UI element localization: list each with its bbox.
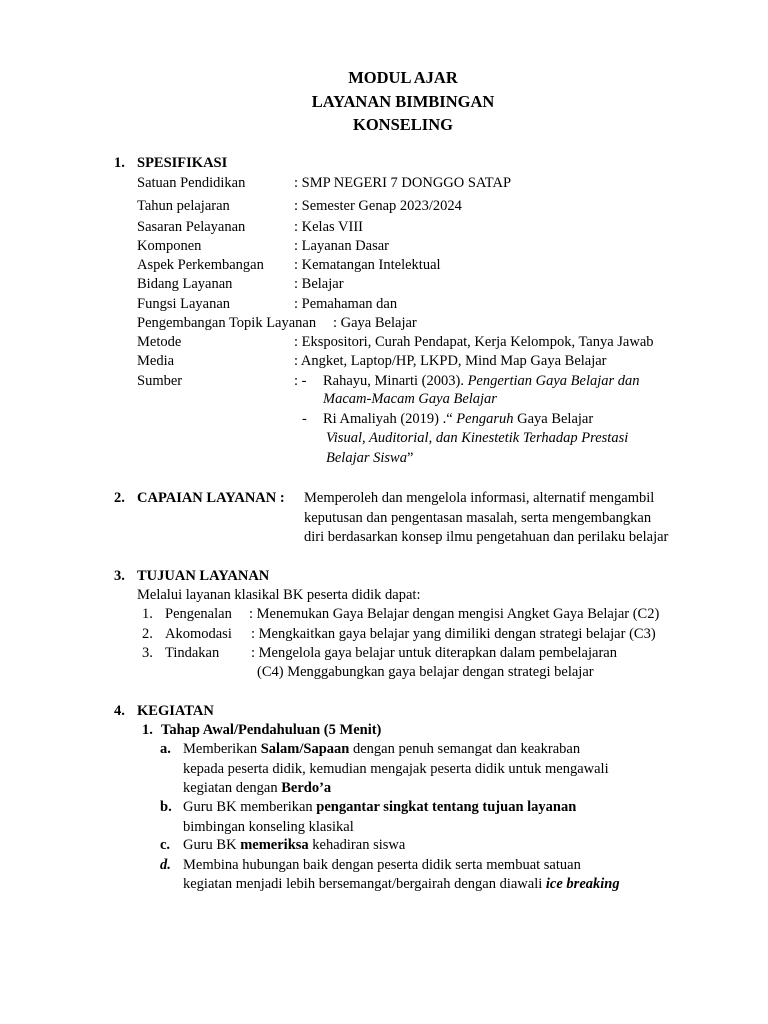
- spec-label: Pengembangan Topik Layanan: [137, 315, 317, 331]
- list-marker: a.: [160, 741, 171, 757]
- section-heading: KEGIATAN: [137, 703, 214, 719]
- tujuan-text-cont: (C4) Menggabungkan gaya belajar dengan strategi belajar: [257, 664, 594, 680]
- spec-label: Media: [137, 353, 175, 369]
- capaian-text: keputusan dan pengentasan masalah, serta mengembangkan: [304, 510, 652, 526]
- tujuan-text: : Menemukan Gaya Belajar dengan mengisi Angket Gaya Belajar (C2): [249, 606, 660, 622]
- source-2-cont: Visual, Auditorial, dan Kinestetik Terhadap Prestasi: [326, 430, 629, 446]
- source-2-end: Belajar Siswa”: [326, 450, 414, 466]
- source-1: Rahayu, Minarti (2003). Pengertian Gaya Belajar dan: [323, 373, 640, 389]
- tujuan-text: : Mengkaitkan gaya belajar yang dimiliki dengan strategi belajar (C3): [251, 626, 656, 642]
- spec-value: : Angket, Laptop/HP, LKPD, Mind Map Gaya Belajar: [294, 353, 607, 369]
- spec-value: : Semester Genap 2023/2024: [294, 198, 462, 214]
- spec-value: : Layanan Dasar: [294, 238, 390, 254]
- spec-value: : Pemahaman dan: [294, 296, 398, 312]
- subsection-heading: Tahap Awal/Pendahuluan (5 Menit): [161, 722, 382, 738]
- list-marker: d.: [160, 857, 171, 873]
- list-number: 3.: [142, 645, 153, 661]
- source-2-dash: -: [302, 411, 307, 427]
- list-marker: c.: [160, 837, 171, 853]
- tujuan-text: : Mengelola gaya belajar untuk diterapkan dalam pembelajaran: [251, 645, 617, 661]
- spec-value: : Kematangan Intelektual: [294, 257, 441, 273]
- tujuan-label: Akomodasi: [165, 626, 232, 642]
- spec-value: : Gaya Belajar: [333, 315, 417, 331]
- capaian-text: diri berdasarkan konsep ilmu pengetahuan dan perilaku belajar: [304, 529, 669, 545]
- doc-title-line1: MODUL AJAR: [348, 68, 458, 87]
- section-number: 3.: [114, 568, 125, 584]
- list-number: 1.: [142, 606, 153, 622]
- capaian-text: Memperoleh dan mengelola informasi, alternatif mengambil: [304, 490, 655, 506]
- activity-text: bimbingan konseling klasikal: [183, 819, 354, 835]
- activity-text: kegiatan menjadi lebih bersemangat/bergairah dengan diawali ice breaking: [183, 876, 620, 892]
- spec-label: Satuan Pendidikan: [137, 175, 246, 191]
- doc-title-line3: KONSELING: [353, 115, 453, 134]
- spec-label: Metode: [137, 334, 182, 350]
- list-marker: b.: [160, 799, 172, 815]
- spec-value: : Kelas VIII: [294, 219, 363, 235]
- list-number: 1.: [142, 722, 153, 738]
- tujuan-label: Tindakan: [165, 645, 220, 661]
- section-number: 2.: [114, 490, 125, 506]
- spec-label: Komponen: [137, 238, 202, 254]
- spec-value: : Ekspositori, Curah Pendapat, Kerja Kelompok, Tanya Jawab: [294, 334, 654, 350]
- tujuan-label: Pengenalan: [165, 606, 232, 622]
- list-number: 2.: [142, 626, 153, 642]
- section-heading: CAPAIAN LAYANAN :: [137, 490, 285, 506]
- spec-value: : Belajar: [294, 276, 344, 292]
- spec-label: Sasaran Pelayanan: [137, 219, 246, 235]
- spec-label: Tahun pelajaran: [137, 198, 230, 214]
- spec-label: Fungsi Layanan: [137, 296, 231, 312]
- spec-value: : -: [294, 373, 307, 389]
- activity-text: Membina hubungan baik dengan peserta didik serta membuat satuan: [183, 857, 581, 873]
- section-number: 4.: [114, 703, 125, 719]
- activity-text: Guru BK memeriksa kehadiran siswa: [183, 837, 406, 853]
- section-number: 1.: [114, 155, 125, 171]
- spec-value: : SMP NEGERI 7 DONGGO SATAP: [294, 175, 512, 191]
- spec-label: Bidang Layanan: [137, 276, 233, 292]
- spec-label: Sumber: [137, 373, 183, 389]
- section-heading: TUJUAN LAYANAN: [137, 568, 270, 584]
- doc-title-line2: LAYANAN BIMBINGAN: [311, 92, 495, 111]
- section-heading: SPESIFIKASI: [137, 155, 228, 171]
- tujuan-intro: Melalui layanan klasikal BK peserta didik dapat:: [137, 587, 421, 603]
- spec-label: Aspek Perkembangan: [137, 257, 264, 273]
- activity-text: Memberikan Salam/Sapaan dengan penuh semangat dan keakraban: [183, 741, 581, 757]
- activity-text: kegiatan dengan Berdo’a: [183, 780, 332, 796]
- activity-text: Guru BK memberikan pengantar singkat tentang tujuan layanan: [183, 799, 577, 815]
- source-1-cont: Macam-Macam Gaya Belajar: [323, 391, 497, 407]
- source-2: Ri Amaliyah (2019) .“ Pengaruh Gaya Belajar: [323, 411, 594, 427]
- activity-text: kepada peserta didik, kemudian mengajak peserta didik untuk mengawali: [183, 761, 609, 777]
